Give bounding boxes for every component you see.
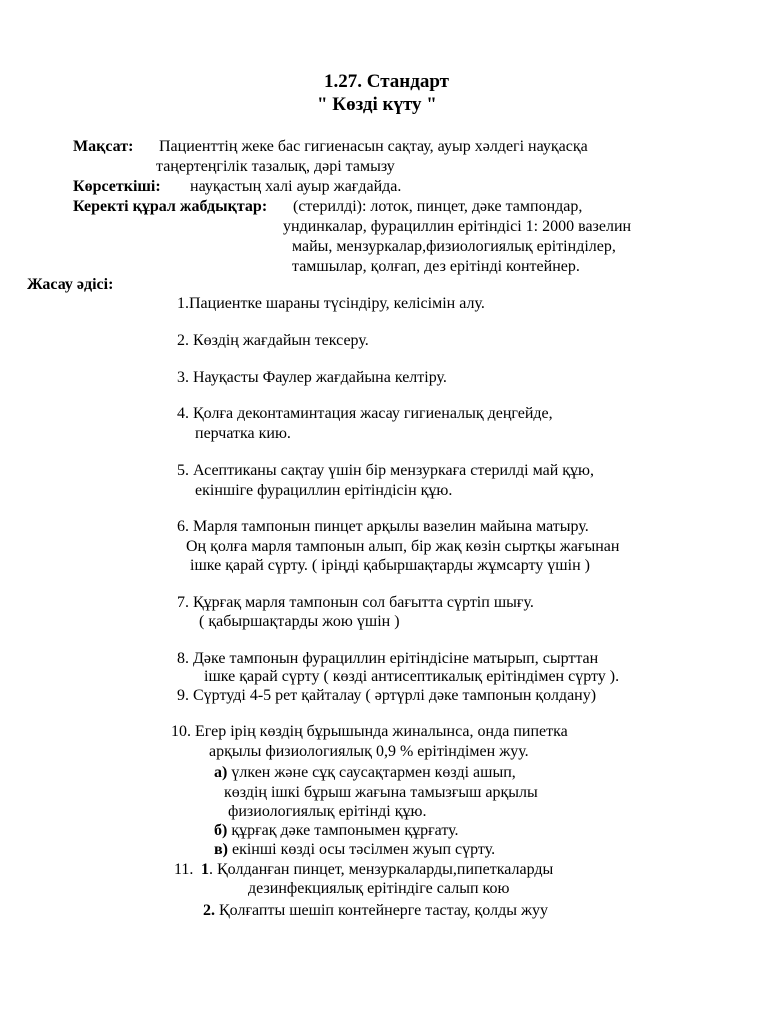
step-6-line-3: ішке қарай сүрту. ( іріңді қабыршақтарды жұмсарту үшін ) (190, 557, 590, 574)
step-11-sub-1-line-2: дезинфекциялық ерітіндіге салып кою (248, 880, 510, 897)
equipment-text-4: тамшылар, қолғап, дез ерітінді контейнер. (292, 258, 580, 275)
step-8-line-1: 8. Дәке тампонын фурациллин ерітіндісіне матырып, сырттан (177, 650, 599, 667)
step-10-sub-a-line-3: физиологиялық ерітінді құю. (228, 803, 427, 820)
step-4-line-2: перчатка кию. (195, 425, 291, 442)
title-line-2: " Көзді күту " (317, 94, 437, 115)
step-11-number: 11. (174, 861, 194, 878)
step-10-line-2: арқылы физиологиялық 0,9 % ерітіндімен жуу. (209, 743, 529, 760)
step-10-sub-a-line-1: а) үлкен және сұқ саусақтармен көзді ашып, (214, 764, 516, 781)
step-8-line-2: ішке қарай сүрту ( көзді антисептикалық ерітіндімен сүрту ). (204, 668, 620, 685)
step-10-sub-b: б) құрғақ дәке тампонымен құрғату. (214, 822, 459, 839)
step-5-line-2: екіншіге фурациллин ерітіндісін құю. (195, 482, 453, 499)
step-11-sub-1-line-1: 1. Қолданған пинцет, мензуркаларды,пипеткаларды (201, 861, 554, 878)
equipment-label: Керекті құрал жабдықтар: (73, 198, 268, 215)
title-line-1: 1.27. Стандарт (324, 71, 449, 92)
step-2: 2. Көздің жағдайын тексеру. (177, 332, 369, 349)
step-10-sub-a-line-2: көздің ішкі бұрыш жағына тамызғыш арқылы (224, 784, 538, 801)
step-6-line-2: Оң қолға марля тампонын алып, бір жақ көзін сыртқы жағынан (186, 538, 620, 555)
step-7-line-2: ( қабыршақтарды жою үшін ) (199, 613, 400, 630)
method-label: Жасау әдісі: (27, 276, 114, 293)
step-3: 3. Науқасты Фаулер жағдайына келтіру. (177, 369, 447, 386)
step-10-line-1: 10. Егер ірің көздің бұрышында жиналынса, онда пипетка (171, 723, 568, 740)
equipment-text-3: майы, мензуркалар,физиологиялық ерітінділер, (292, 238, 616, 255)
step-1: 1.Пациентке шараны түсіндіру, келісімін алу. (177, 295, 485, 312)
step-11-sub-2: 2. Қолғапты шешіп контейнерге тастау, қолды жуу (203, 902, 549, 919)
goal-text-2: таңертеңгілік тазалық, дәрі тамызу (156, 158, 395, 175)
step-10-sub-v: в) екінші көзді осы тәсілмен жуып сүрту. (214, 841, 496, 858)
goal-text-1: Пациенттің жеке бас гигиенасын сақтау, ауыр хәлдегі науқасқа (159, 138, 588, 155)
equipment-text-2: ундинкалар, фурациллин ерітіндісі 1: 2000 вазелин (283, 218, 632, 235)
indication-text: науқастың халі ауыр жағдайда. (190, 178, 402, 195)
goal-label: Мақсат: (73, 138, 134, 155)
step-5-line-1: 5. Асептиканы сақтау үшін бір мензуркаға стерилді май құю, (177, 462, 594, 479)
step-7-line-1: 7. Құрғақ марля тампонын сол бағытта сүртіп шығу. (177, 594, 534, 611)
equipment-text-1: (стерилді): лоток, пинцет, дәке тампондар, (293, 198, 583, 215)
step-4-line-1: 4. Қолға деконтаминтация жасау гигиеналық деңгейде, (177, 405, 553, 422)
indication-label: Көрсеткіші: (73, 178, 161, 195)
step-6-line-1: 6. Марля тампонын пинцет арқылы вазелин майына матыру. (177, 518, 589, 535)
step-9: 9. Сүртуді 4-5 рет қайталау ( әртүрлі дәке тампонын қолдану) (177, 687, 597, 704)
